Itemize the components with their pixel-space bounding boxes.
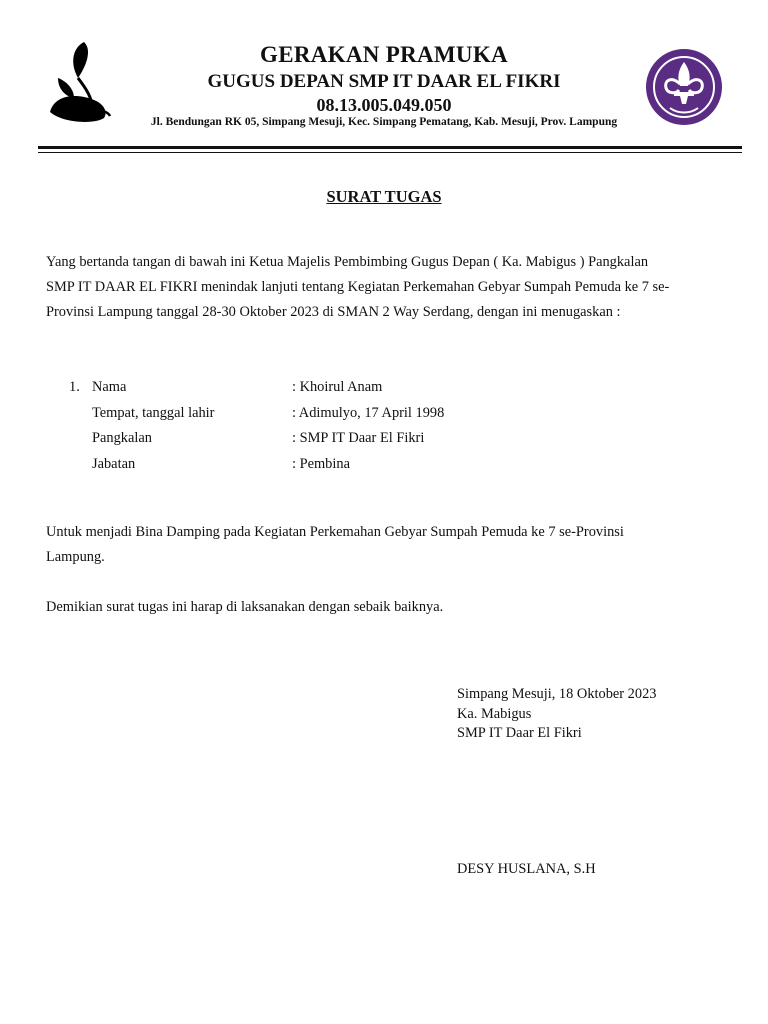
- field-label: Pangkalan: [92, 430, 152, 446]
- list-number: 1.: [69, 379, 80, 395]
- intro-paragraph: [46, 250, 726, 325]
- field-label: Tempat, tanggal lahir: [92, 404, 215, 421]
- tunas-kelapa-logo-icon: [44, 38, 114, 126]
- signature-institution: SMP IT Daar El Fikri: [457, 725, 582, 741]
- purpose-line: Lampung.: [46, 549, 105, 565]
- purpose-line: Untuk menjadi Bina Damping pada Kegiatan Perkemahan Gebyar Sumpah Pemuda ke 7 se-Provinsi: [46, 524, 624, 540]
- header-divider-thick: [38, 146, 742, 149]
- closing-paragraph: Demikian surat tugas ini harap di laksanakan dengan sebaik baiknya.: [46, 599, 444, 615]
- header-divider-thin: [38, 152, 742, 153]
- unit-name: GUGUS DEPAN SMP IT DAAR EL FIKRI: [207, 71, 561, 92]
- field-label: Jabatan: [92, 455, 136, 472]
- unit-code: 08.13.005.049.050: [316, 95, 452, 115]
- field-value: : Khoirul Anam: [292, 379, 383, 395]
- intro-line: Yang bertanda tangan di bawah ini Ketua Majelis Pembimbing Gugus Depan ( Ka. Mabigus ) Pangkalan: [46, 254, 649, 270]
- document-title: SURAT TUGAS: [326, 187, 442, 206]
- intro-line: SMP IT DAAR EL FIKRI menindak lanjuti tentang Kegiatan Perkemahan Gebyar Sumpah Pemuda ke 7 se-: [46, 279, 670, 295]
- field-value: : Adimulyo, 17 April 1998: [292, 404, 445, 421]
- field-value: : SMP IT Daar El Fikri: [292, 430, 425, 446]
- signature-place-date: Simpang Mesuji, 18 Oktober 2023: [457, 686, 657, 702]
- purpose-paragraph: [46, 520, 726, 570]
- scout-emblem-icon: [644, 48, 726, 126]
- field-label: Nama: [92, 379, 127, 395]
- signature-position: Ka. Mabigus: [457, 705, 532, 722]
- intro-line: Provinsi Lampung tanggal 28-30 Oktober 2023 di SMAN 2 Way Serdang, dengan ini menugaskan :: [46, 304, 621, 320]
- signatory-name: DESY HUSLANA, S.H: [457, 861, 596, 877]
- signature-block: [457, 685, 656, 744]
- address: Jl. Bendungan RK 05, Simpang Mesuji, Kec. Simpang Pematang, Kab. Mesuji, Prov. Lampung: [150, 116, 618, 128]
- org-name: GERAKAN PRAMUKA: [260, 42, 508, 67]
- field-value: : Pembina: [292, 455, 350, 472]
